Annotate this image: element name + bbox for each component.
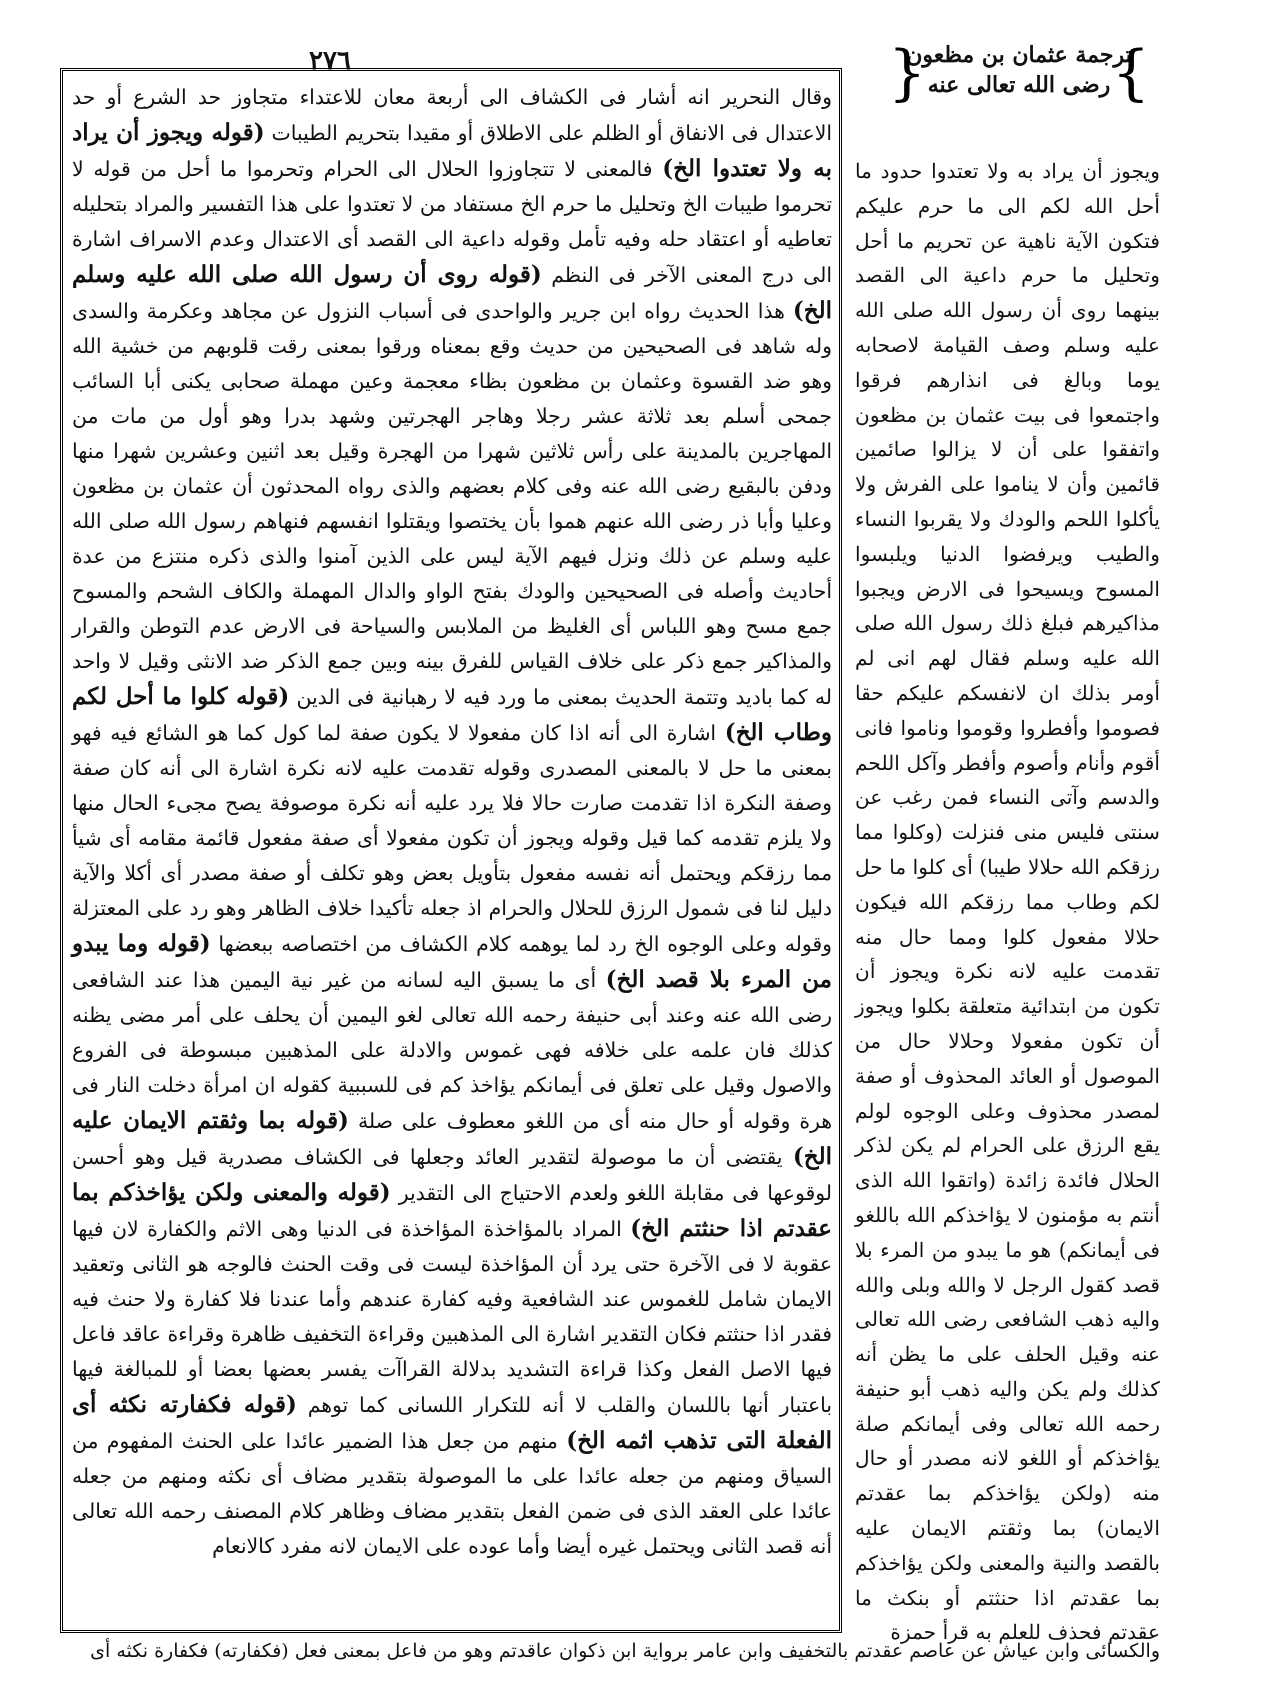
qawl-heading: (قوله فكفارته نكثه أى الفعلة التى تذهب اثمه الخ) — [72, 1391, 832, 1454]
commentary-paragraph: يقتضى أن ما موصولة لتقدير العائد وجعلها فى الكشاف مصدرية قيل وهو أحسن لوقوعها فى مقابلة اللغو ولعدم الاحتياج الى التقدير — [72, 1145, 832, 1205]
qawl-heading: (قوله كلوا ما أحل لكم وطاب الخ) — [72, 683, 832, 746]
footnote-line: والكسائى وابن عياش عن عاصم عقدتم بالتخفيف وابن عامر برواية ابن ذكوان عاقدتم وهو من فاعل بمعنى فعل (فكفارته) فكفارة نكثه أى — [90, 1640, 1160, 1662]
page-number: ٢٧٦ — [309, 46, 351, 76]
commentary-paragraph: هذا الحديث رواه ابن جرير والواحدى فى أسباب النزول عن مجاهد وعكرمة والسدى وله شاهد فى الصحيحين من حديث وقع بمعناه ورقوا بمعنى رقت قلوبهم من خشية الله وهو ضد القسوة وعثمان بن مظعون بظاء معجمة وعين مهملة صحابى يكنى أبا السائب جمحى أسلم بعد ثلاثة عشر رجلا وهاجر الهجرتين وشهد بدرا وهو أول من مات من المهاجرين بالمدينة على رأس ثلاثين شهرا من الهجرة وقيل بعد اثنين وعشرين شهرا منها ودفن بالبقيع رضى الله عنه وفى كلام بعضهم والذى رواه المحدثون أن عثمان بن مظعون وعليا وأبا ذر رضى الله عنهم هموا بأن يختصوا ويقتلوا انفسهم فنهاهم رسول الله صلى الله عليه وسلم عن ذلك ونزل فيهم الآية ليس على الذين آمنوا والذى ذكره منتزع من عدة أحاديث وأصله فى الصحيحين والودك بفتح الواو والدال المهملة والكاف الشحم والمسوح جمع مسح وهو اللباس أى الغليظ من الملابس والسياحة فى الارض عدم التوطن والقرار والمذاكير جمع ذكر على خلاف القياس للفرق بينه وبين جمع الذكر ضد الانثى وقيل لا واحد له كما باديد وتتمة الحديث بمعنى ما ورد فيه لا رهبانية فى الدين — [72, 299, 833, 709]
right-brace-ornament: { — [888, 38, 927, 108]
side-tafsir-column — [855, 154, 1160, 1645]
qawl-heading: (قوله روى أن رسول الله صلى الله عليه وسلم الخ) — [72, 261, 833, 324]
tafsir-paragraph: ويجوز أن يراد به ولا تعتدوا حدود ما أحل الله لكم الى ما حرم عليكم فتكون الآية ناهية عن تحريم ما أحل وتحليل ما حرم داعية الى القصد بينهما روى أن رسول الله صلى الله عليه وسلم وصف القيامة لاصحابه يوما وبالغ فى انذارهم فرقوا واجتمعوا فى بيت عثمان بن مظعون واتفقوا على أن لا يزالوا صائمين قائمين وأن لا يناموا على الفرش ولا يأكلوا اللحم والودك ولا يقربوا النساء والطيب ويرفضوا الدنيا ويلبسوا المسوح ويسيحوا فى الارض ويجبوا مذاكيرهم فبلغ ذلك رسول الله صلى الله عليه وسلم فقال لهم انى لم أومر بذلك ان لانفسكم عليكم حقا فصوموا وأفطروا وقوموا وناموا فانى أقوم وأنام وأصوم وأفطر وآكل اللحم والدسم وآتى النساء فمن رغب عن سنتى فليس منى فنزلت (وكلوا مما رزقكم الله حلالا طيبا) أى كلوا ما حل لكم وطاب مما رزقكم الله فيكون حلالا مفعول كلوا ومما حال منه تقدمت عليه لانه نكرة ويجوز أن تكون من ابتدائية متعلقة بكلوا ويجوز أن تكون مفعولا وحلالا حال من الموصول أو العائد المحذوف أو صفة لمصدر محذوف وعلى الوجوه لولم يقع الرزق على الحرام لم يكن لذكر الحلال فائدة زائدة (واتقوا الله الذى أنتم به مؤمنون لا يؤاخذكم الله باللغو فى أيمانكم) هو ما يبدو من المرء بلا قصد كقول الرجل لا والله وبلى والله واليه ذهب الشافعى رضى الله تعالى عنه وقيل الحلف على ما يظن أنه كذلك ولم يكن واليه ذهب أبو حنيفة رحمه الله تعالى وفى أيمانكم صلة يؤاخذكم أو اللغو لانه مصدر أو حال منه (ولكن يؤاخذكم بما عقدتم الايمان) بما وثقتم الايمان عليه بالقصد والنية والمعنى ولكن يؤاخذكم بما عقدتم اذا حنثتم أو بنكث ما عقدتم فحذف للعلم به قرأ حمزة — [855, 159, 1160, 1645]
commentary-paragraph: أى ما يسبق اليه لسانه من غير نية اليمين هذا عند الشافعى رضى الله عنه وعند أبى حنيفة رحمه الله تعالى لغو اليمين أن يحلف على أمر مضى يظنه كذلك فان علمه على خلافه فهى غموس والادلة على المذهبين مبسوطة فى الفروع والاصول وقيل على تعلق فى أيمانكم يؤاخذ كم فى للسببية كقوله ان امرأة دخلت النار فى هرة وقوله أو حال منه أى من اللغو معطوف على صلة — [72, 968, 833, 1133]
header-subtitle: رضى الله تعالى عنه — [927, 72, 1111, 98]
qawl-heading: (قوله وما يبدو من المرء بلا قصد الخ) — [72, 930, 832, 993]
commentary-paragraph: منهم من جعل هذا الضمير عائدا على الحنث المفهوم من السياق ومنهم من جعله عائدا على ما الموصولة بتقدير مضاف أى نكثه ومنهم من جعله عائدا على العقد الذى فى ضمن الفعل بتقدير مضاف وظاهر كلام المصنف رحمه الله تعالى أنه قصد الثانى ويحتمل غيره أيضا وأما عوده على الايمان لانه مفرد كالانعام — [72, 1429, 832, 1558]
commentary-paragraph: المراد بالمؤاخذة المؤاخذة فى الدنيا وهى الاثم والكفارة لان فيها عقوبة لا فى الآخرة حتى يرد أن المؤاخذة ليست فى وقت الحنث فالوجه هو الثانى وتعقيد الايمان شامل للغموس عند الشافعية وفيه كفارة عندهم وأما عندنا فلا كفارة ولا حنث فيه فقدر اذا حنثتم فكان التقدير اشارة الى المذهبين وقراءة التخفيف ظاهرة وقراءة عاقد فاعل فيها الاصل الفعل وكذا قراءة التشديد بدلالة القراآت يفسر بعضها بعضا أو للمبالغة فيها باعتبار أنها باللسان والقلب لا أنه للتكرار اللسانى كما توهم — [72, 1217, 832, 1417]
left-brace-ornament: } — [1111, 38, 1150, 108]
commentary-paragraph: اشارة الى أنه اذا كان مفعولا لا يكون صفة لما كول كما هو الشائع فيه فهو بمعنى ما حل لا بالمعنى المصدرى وقوله تقدمت عليه لانه نكرة اشارة الى أنه كان صفة وصفة النكرة اذا تقدمت صارت حالا فلا يرد عليه أنه نكرة موصوفة يصح مجىء الحال منها ولا يلزم تقدمه كما قيل وقوله ويجوز أن تكون مفعولا أى صفة مفعول قائمة مقامه أى شيأ مما رزقكم ويحتمل أنه نفسه مفعول بتأويل بعض وهو تكلف أو صفة مصدر أى أكلا والآية دليل لنا فى شمول الرزق للحلال والحرام اذ جعله تأكيدا خلاف الظاهر وهو رد على المعتزلة وقوله وعلى الوجوه الخ رد لما يوهمه كلام الكشاف من اختصاصه ببعضها — [72, 721, 832, 956]
header-box — [888, 40, 1150, 106]
qawl-heading: (قوله بما وثقتم الايمان عليه الخ) — [72, 1107, 833, 1170]
header-title: ترجمة عثمان بن مظعون — [906, 42, 1132, 68]
main-commentary-column — [72, 80, 832, 1625]
qawl-heading: (قوله ويجوز أن يراد به ولا تعتدوا الخ) — [72, 119, 832, 182]
commentary-paragraph: وقال النحرير انه أشار فى الكشاف الى أربعة معان للاعتداء متجاوز حد الشرع أو حد الاعتدال فى الانفاق أو الظلم على الاطلاق أو مقيدا بتحريم الطيبات — [72, 85, 832, 145]
commentary-paragraph: فالمعنى لا تتجاوزوا الحلال الى الحرام وتحرموا ما أحل من قوله لا تحرموا طيبات الخ وتحليل ما حرم الخ مستفاد من لا تعتدوا على هذا التفسير والمراد بتحليله تعاطيه أو اعتقاد حله وفيه تأمل وقوله داعية الى القصد أى الاعتدال وعدم الاسراف اشارة الى درج المعنى الآخر فى النظم — [72, 157, 832, 287]
qawl-heading: (قوله والمعنى ولكن يؤاخذكم بما عقدتم اذا حنثتم الخ) — [72, 1179, 832, 1242]
